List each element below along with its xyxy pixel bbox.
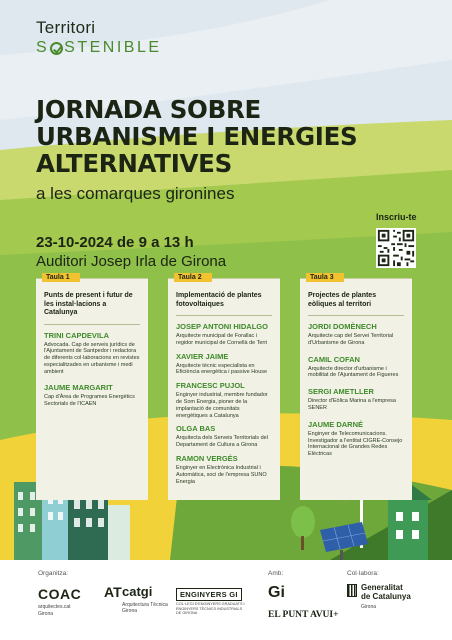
speaker-role: Arquitecte director d'urbanisme i mobilitat de l'Ajuntament de Figueres bbox=[308, 365, 399, 379]
organitza-label: Organitza: bbox=[38, 570, 68, 577]
table-2-card bbox=[168, 274, 280, 500]
event-venue: Auditori Josep Irla de Girona bbox=[36, 253, 227, 270]
speaker-name: FRANCESC PUJOL bbox=[176, 381, 245, 391]
speaker-role: Director d'Eòlica Marina a l'empresa SENER bbox=[308, 398, 396, 411]
enginyers-gi-subtitle: COL·LEGI D'ENGINYERS GRADUATS I ENGINYERS TÈCNICS INDUSTRIALS DE GIRONA bbox=[176, 602, 245, 616]
speaker-role: Enginyer de Telecomunicacions. Investigador a l'entitat CIGRE-Consejo Internacional de Grandes Redes Eléctricas bbox=[308, 430, 403, 458]
speaker-role: Arquitecte cap del Servei Territorial d'Urbanisme de Girona bbox=[308, 333, 394, 346]
coac-logo: COAC bbox=[38, 586, 82, 602]
check-circle-icon bbox=[50, 42, 63, 55]
speaker-name: RAMON VERGÉS bbox=[176, 453, 238, 463]
speaker-name: CAMIL COFAN bbox=[308, 354, 360, 364]
signup-label: Inscriu-te bbox=[376, 212, 417, 222]
catgi-logo-subtitle: Arquitectura Tècnica bbox=[122, 602, 168, 608]
event-subtitle: a les comarques gironines bbox=[36, 184, 235, 203]
speaker-name: JAUME MARGARIT bbox=[44, 383, 113, 393]
collabora-label: Col·labora: bbox=[347, 570, 379, 577]
speaker-role: Arquitecte tècnic especialista en Eficiència energètica i passive House bbox=[176, 362, 268, 376]
event-date: 23-10-2024 de 9 a 13 h bbox=[36, 234, 194, 251]
catgi-logo-city: Girona bbox=[122, 608, 138, 614]
table-3-tag: Taula 3 bbox=[306, 273, 344, 282]
table-2-tag: Taula 2 bbox=[174, 273, 212, 282]
coac-logo-city: Girona bbox=[38, 611, 54, 617]
brand-letters-rest: STENIBLE bbox=[64, 39, 162, 56]
table-3-heading: Projectes de plantes eòliques al territori bbox=[308, 292, 404, 316]
generalitat-logo-line1: Generalitat bbox=[361, 583, 403, 592]
speaker-name: XAVIER JAIME bbox=[176, 351, 229, 361]
speaker-role: Enginyer industrial, membre fundador de Som Energia, pioner de la implantació de comunitats energètiques a Catalunya bbox=[176, 392, 268, 419]
speaker-name: JAUME DARNÉ bbox=[308, 419, 364, 429]
table-1-tag: Taula 1 bbox=[42, 273, 80, 282]
speaker-name: OLGA BAS bbox=[176, 424, 216, 434]
speaker-role: Arquitecte municipal de Forallac i regidor municipal de Cornellà de Terri bbox=[176, 333, 268, 346]
speaker-name: JOSEP ANTONI HIDALGO bbox=[176, 322, 268, 331]
speaker-name: JORDI DOMÈNECH bbox=[308, 322, 377, 331]
speaker-role: Arquitecta dels Serveis Territorials del Departament de Cultura a Girona bbox=[176, 435, 268, 449]
generalitat-flag-icon bbox=[347, 584, 357, 597]
gi-logo: Gi bbox=[268, 584, 285, 601]
speaker-role: Enginyer en Electrònica Industrial i Automàtica, soci de l'empresa SUNO Energia bbox=[176, 464, 267, 485]
event-title: JORNADA SOBRE URBANISME I ENERGIES ALTERNATIVES bbox=[36, 95, 358, 178]
el-punt-avui-logo: EL PUNT AVUI+ bbox=[268, 610, 339, 620]
catgi-logo: catgi bbox=[122, 584, 153, 599]
at-logo-mark: AT bbox=[104, 584, 122, 600]
footer-sponsors bbox=[0, 560, 452, 640]
speaker-name: SERGI AMETLLER bbox=[308, 387, 374, 397]
speaker-name: TRINI CAPDEVILA bbox=[44, 330, 110, 340]
amb-label: Amb: bbox=[268, 570, 284, 577]
brand-letter-s: S bbox=[36, 39, 50, 56]
speaker-role: Cap d'Àrea de Programes Energètics Sectorials de l'ICAEN bbox=[44, 394, 135, 408]
qr-code-icon[interactable] bbox=[376, 228, 416, 268]
enginyers-gi-logo: ENGINYERS GI bbox=[176, 588, 242, 601]
brand-name-line1: Territori bbox=[36, 18, 96, 37]
generalitat-logo-city: Girona bbox=[361, 604, 377, 610]
coac-logo-subtitle: arquitectes.cat bbox=[38, 604, 71, 610]
brand-name-line2 bbox=[36, 39, 162, 57]
table-3-card bbox=[300, 274, 412, 500]
table-1-heading: Punts de present i futur de les instal·lacions a Catalunya bbox=[44, 292, 140, 325]
table-2-heading: Implementació de plantes fotovoltaiques bbox=[176, 292, 272, 316]
generalitat-logo-line2: de Catalunya bbox=[361, 592, 411, 601]
brand-logo bbox=[36, 18, 162, 57]
speaker-role: Advocada. Cap de serveis jurídics de l'Ajuntament de Santpedor i redactora de diferents col·laboracions en revistes especialitzades en urbanisme i medi ambient bbox=[44, 341, 140, 375]
table-1-card bbox=[36, 274, 148, 500]
